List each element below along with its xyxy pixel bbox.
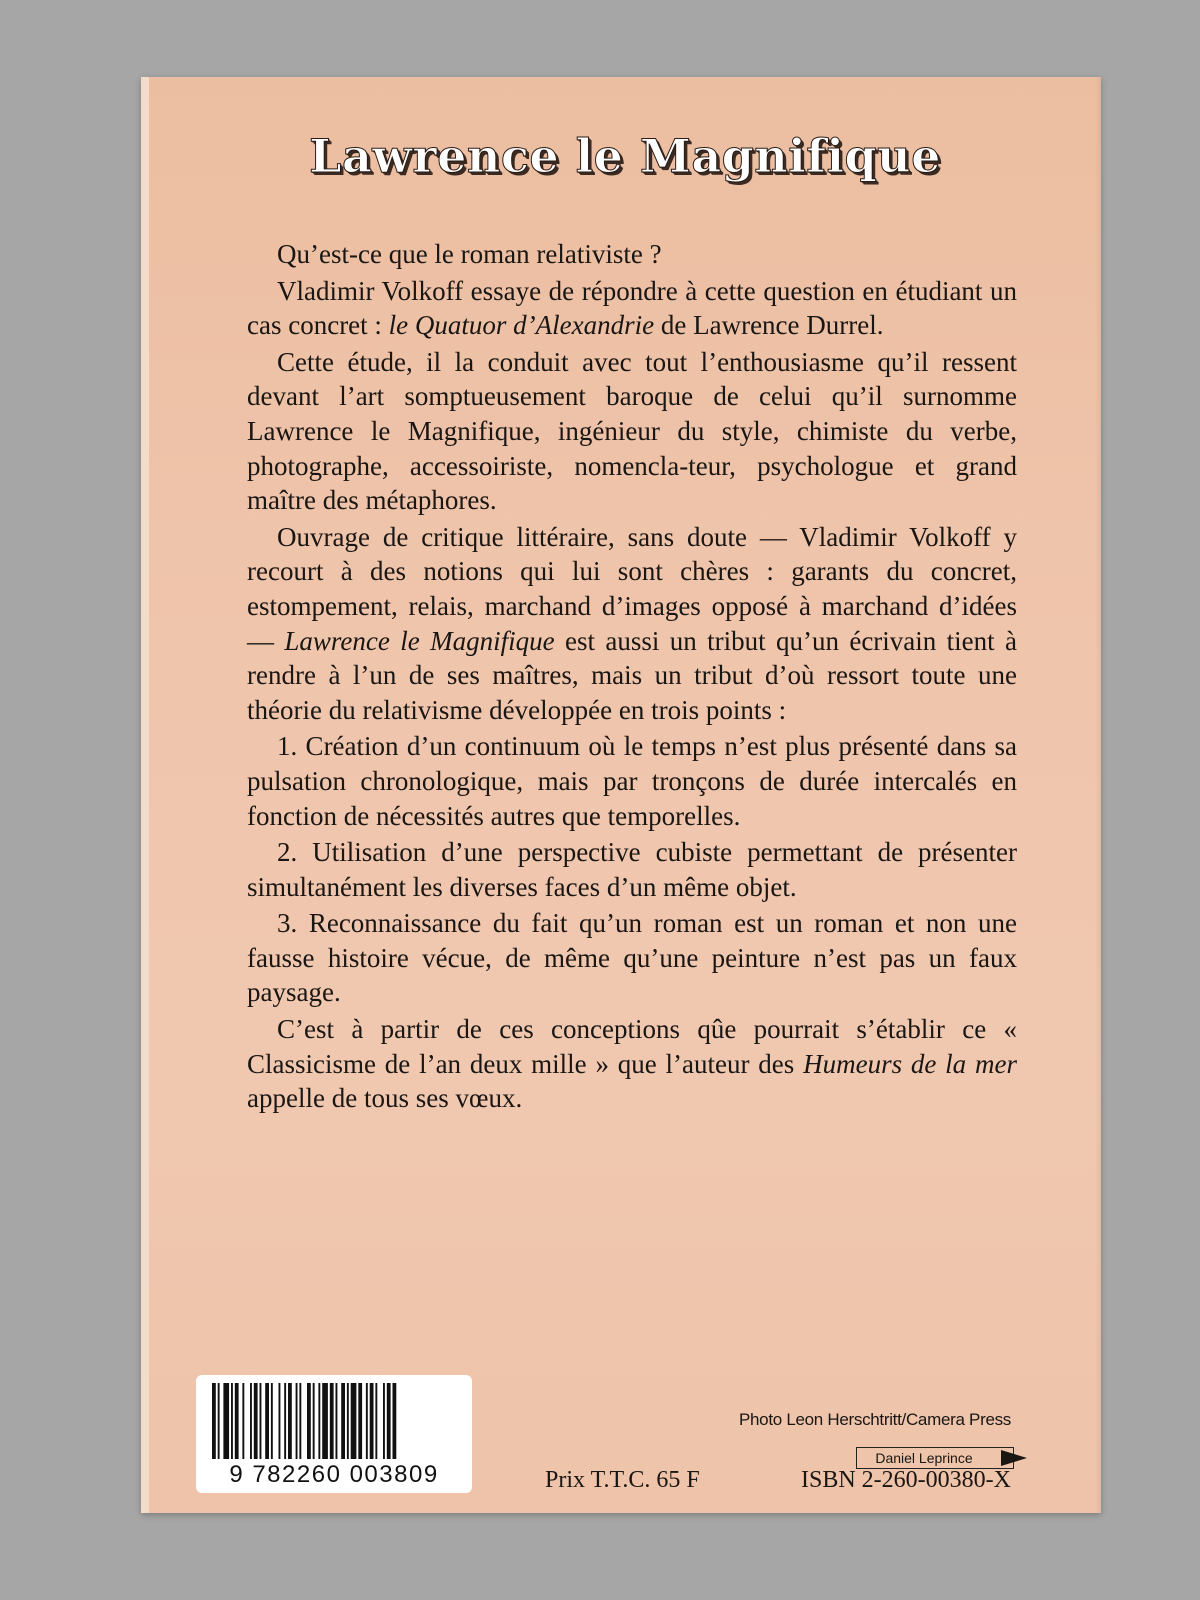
barcode-bar xyxy=(231,1383,233,1459)
italic-title-run: Humeurs de la mer xyxy=(803,1048,1017,1079)
cover-edge xyxy=(1095,77,1101,1513)
barcode-bar xyxy=(271,1383,273,1459)
barcode-bar xyxy=(279,1383,281,1459)
publisher-logo xyxy=(856,1447,1014,1469)
text-run: 3. Reconnaissance du fait qu’un roman est un roman et non une fausse histoire vécue, de même qu’une peinture n’est pas un faux paysage. xyxy=(247,908,1017,1008)
blurb-paragraph xyxy=(247,274,1017,343)
blurb-paragraph xyxy=(247,520,1017,728)
barcode-bar xyxy=(223,1383,229,1459)
barcode-bar xyxy=(218,1383,220,1459)
barcode-bar xyxy=(383,1383,385,1459)
text-run: de Lawrence Durrel. xyxy=(654,310,884,341)
barcode-bar xyxy=(260,1383,262,1459)
text-run: 2. Utilisation d’une perspective cubiste permettant de présenter simultanément les diverses faces d’un même objet. xyxy=(247,837,1017,902)
barcode-bar xyxy=(212,1383,216,1459)
italic-title-run: le Quatuor d’Alexandrie xyxy=(388,310,655,341)
barcode-number: 9 782260 003809 xyxy=(229,1461,439,1488)
isbn: ISBN 2-260-00380-X xyxy=(801,1467,1011,1493)
barcode-bar xyxy=(242,1383,244,1459)
barcode-bar xyxy=(313,1383,315,1459)
barcode-bar xyxy=(284,1383,286,1459)
barcode-bar xyxy=(235,1383,239,1459)
barcode-bar xyxy=(370,1383,374,1459)
text-run: 1. Création d’un continuum où le temps n’est plus présenté dans sa pulsation chronologique, mais par tronçons de durée intercalés en fonction de nécessités autres que temporelles. xyxy=(247,731,1017,831)
text-run: Cette étude, il la conduit avec tout l’enthousiasme qu’il ressent devant l’art somptueusement baroque de celui qu’il surnomme Lawrence le Magnifique, ingénieur du style, chimiste du verbe, photographe, accessoiriste, nomencla-teur, psychologue et grand maître des métaphores. xyxy=(247,346,1017,516)
barcode-bar xyxy=(322,1383,328,1459)
text-run: Qu’est-ce que le roman relativiste ? xyxy=(277,239,662,269)
text-run: C’est à partir de ces conceptions qûe pourrait s’établir ce « Classicisme de l’an deux mille » que l’auteur des xyxy=(247,1014,1017,1079)
photo-credit: Photo Leon Herschtritt/Camera Press xyxy=(738,1410,1011,1429)
barcode-bar xyxy=(336,1383,338,1459)
barcode-bar xyxy=(307,1383,311,1459)
text-run: Vladimir Volkoff essaye de répondre à cette question en étudiant un cas concret : xyxy=(247,275,1017,341)
barcode-bar xyxy=(351,1383,357,1459)
pen-nib-icon xyxy=(1001,1450,1027,1466)
barcode-bar xyxy=(341,1383,345,1459)
blurb-paragraph xyxy=(247,906,1017,1010)
barcode-bar xyxy=(347,1383,349,1459)
barcode-bar xyxy=(375,1383,377,1459)
blurb-text xyxy=(247,237,1017,1118)
blurb-paragraph xyxy=(247,345,1017,518)
barcode-bar xyxy=(318,1383,320,1459)
barcode-bar xyxy=(250,1383,252,1459)
text-run: Ouvrage de critique littéraire, sans doute — Vladimir Volkoff y recourt à des notions qui lui sont chères : garants du concret, estompement, relais, marchand d’images opposé à marchand d’idées — xyxy=(247,521,1017,656)
barcode-bars xyxy=(210,1383,458,1459)
barcode-bar xyxy=(330,1383,334,1459)
barcode-bar xyxy=(265,1383,269,1459)
barcode-bar xyxy=(296,1383,298,1459)
publisher-name: Daniel Leprince xyxy=(875,1450,973,1466)
back-cover xyxy=(141,77,1101,1513)
italic-title-run: Lawrence le Magnifique xyxy=(284,625,555,656)
blurb-paragraph xyxy=(247,1012,1017,1116)
text-run: est aussi un tribut qu’un écrivain tient à rendre à l’un de ses maîtres, mais un tribut d’où ressort toute une théorie du relativisme développée en trois points : xyxy=(247,625,1018,725)
barcode-bar xyxy=(358,1383,362,1459)
barcode-bar xyxy=(393,1383,397,1459)
book-title: Lawrence le Magnifique xyxy=(309,129,941,183)
barcode-bar xyxy=(366,1383,368,1459)
blurb-paragraph xyxy=(247,729,1017,833)
blurb-paragraph xyxy=(247,237,1017,272)
barcode-label xyxy=(196,1375,472,1493)
barcode-bar xyxy=(299,1383,301,1459)
blurb-paragraph xyxy=(247,835,1017,904)
price: Prix T.T.C. 65 F xyxy=(545,1467,700,1493)
barcode-bar xyxy=(387,1383,391,1459)
barcode-bar xyxy=(288,1383,292,1459)
text-run: appelle de tous ses vœux. xyxy=(247,1083,523,1114)
barcode-bar xyxy=(254,1383,258,1459)
